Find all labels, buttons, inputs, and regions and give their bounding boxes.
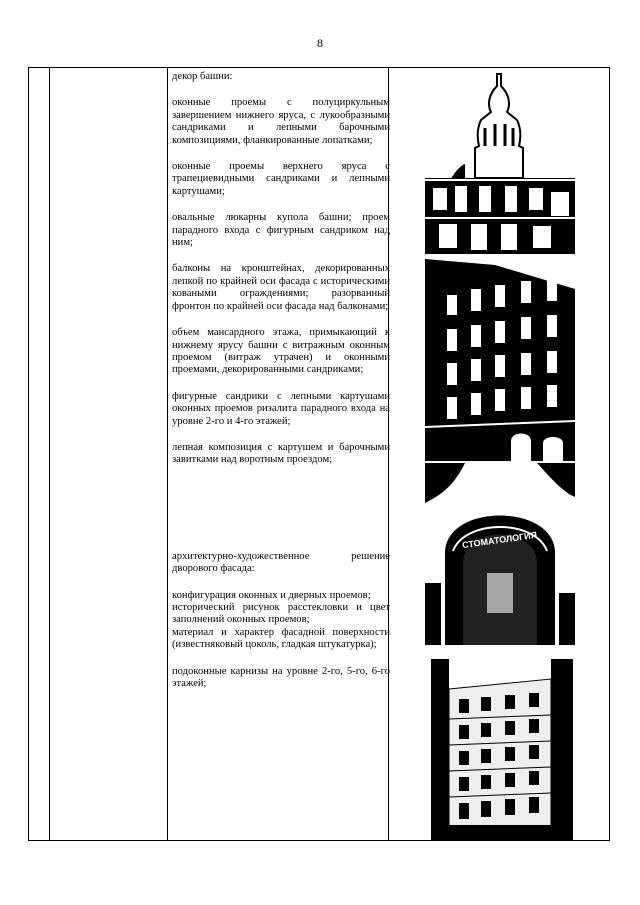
photo-courtyard-facade [431, 659, 573, 841]
paragraph-glazing: исторический рисунок расстекловки и цвет заполнений оконных проемов; [172, 601, 390, 626]
photo-gate-composition [425, 463, 575, 645]
column-divider-1 [49, 68, 50, 840]
protected-features-text [172, 68, 390, 690]
paragraph-sandriks: фигурные сандрики с лепными картушами оконных проемов ризалита парадного входа на уровне 2-го и 4-го этажей; [172, 390, 390, 427]
photo-street-facade [425, 259, 575, 461]
photo-tower [425, 68, 575, 254]
paragraph-courtyard-facade: архитектурно-художественное решение дворового фасада: [172, 550, 390, 575]
photo-gate-sign: СТОМАТОЛОГИЯ [461, 529, 538, 551]
page-number: 8 [317, 36, 323, 50]
paragraph-facade-surface: материал и характер фасадной поверхности (известняковый цоколь, гладкая штукатурка); [172, 626, 390, 651]
paragraph-tower-decor: декор башни: [172, 71, 233, 82]
paragraph-gate-composition: лепная композиция с картушем и барочными завитками над воротным проездом; [172, 441, 390, 466]
paragraph-window-cornices: подоконные карнизы на уровне 2-го, 5-го, 6-го этажей; [172, 665, 390, 689]
paragraph-upper-tier-windows: оконные проемы верхнего яруса с трапециевидными сандриками и лепными картушами; [172, 161, 390, 197]
paragraph-dome-lucarnes: овальные люкарны купола башни; проем парадного входа с фигурным сандриком над ним; [172, 212, 390, 249]
paragraph-lower-tier-windows: оконные проемы с полуциркульным завершением нижнего яруса, с лукообразными сандриками и лепными барочными композициями, фланкированные лопатками; [172, 97, 390, 146]
paragraph-mansard: объем мансардного этажа, примыкающий к нижнему ярусу башни с витражным оконным проемом (витраж утрачен) и оконными проемами, декорированными сандриками; [172, 327, 390, 376]
column-divider-2 [167, 68, 168, 840]
paragraph-balconies: балконы на кронштейнах, декорированных лепкой по крайней оси фасада с историческими коваными ограждениями; разорванный фронтон по крайней оси фасада над балконами; [172, 263, 390, 312]
paragraph-openings-config: конфигурация оконных и дверных проемов; [172, 589, 371, 601]
